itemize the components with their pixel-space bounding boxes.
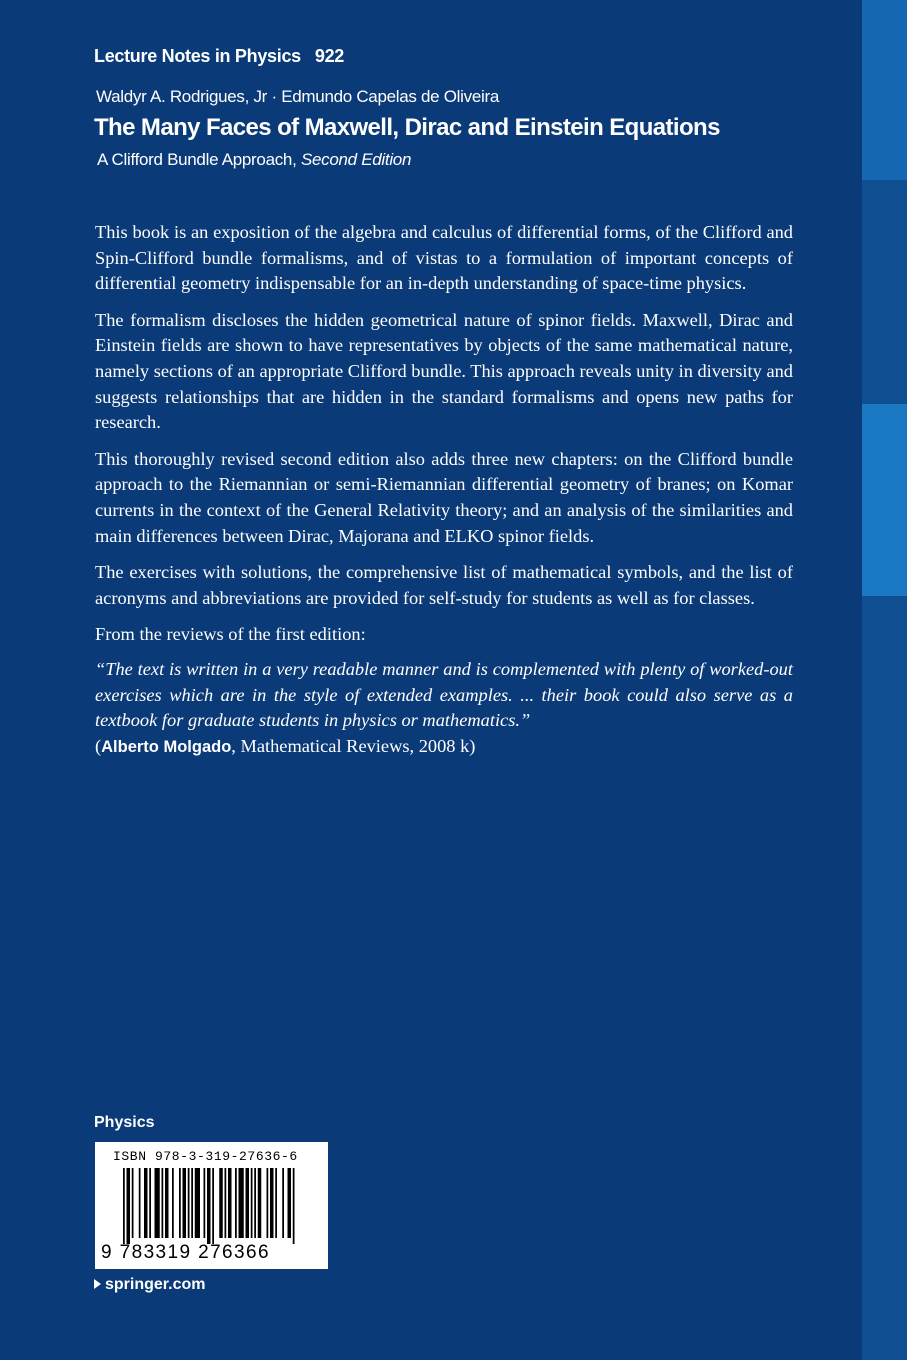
barcode-bar (188, 1168, 190, 1238)
barcode-bar (183, 1168, 187, 1238)
book-subtitle (97, 150, 411, 170)
barcode-bar (293, 1168, 295, 1244)
reviewer-name: Alberto Molgado (101, 737, 232, 756)
barcode-bar (228, 1168, 232, 1238)
spine-strip (862, 0, 907, 1360)
isbn-label: ISBN 978-3-319-27636-6 (113, 1149, 298, 1164)
barcode-bar (267, 1168, 269, 1238)
barcode-bar (139, 1168, 141, 1238)
publisher-url: springer.com (105, 1276, 206, 1293)
barcode-bar (219, 1168, 223, 1238)
barcode-bar (254, 1168, 256, 1238)
barcode-bar (212, 1168, 214, 1244)
barcode-bar (270, 1168, 274, 1238)
barcode-bar (204, 1168, 206, 1238)
description-paragraph-4: The exercises with solutions, the comprehensive list of mathematical symbols, and the list of acronyms and abbreviations are provided for self-study for students as well as for classes. (95, 562, 793, 608)
barcode-bar (258, 1168, 262, 1238)
barcode-bar (127, 1168, 131, 1244)
review-attribution: (Alberto Molgado, Mathematical Reviews, 2008 k) (95, 735, 476, 756)
spine-accent-top (862, 0, 907, 180)
barcode-digits: 9 783319 276366 (101, 1242, 270, 1263)
barcode-bar (162, 1168, 164, 1238)
barcode-bar (225, 1168, 227, 1238)
series-title (94, 46, 344, 67)
barcode-bar (207, 1168, 211, 1244)
authors: Waldyr A. Rodrigues, Jr · Edmundo Capelas de Oliveira (96, 87, 499, 106)
book-title: The Many Faces of Maxwell, Dirac and Einstein Equations (94, 114, 720, 141)
subtitle-main: A Clifford Bundle Approach, (97, 150, 297, 169)
description-paragraph-1: This book is an exposition of the algebra and calculus of differential forms, of the Clifford and Spin-Clifford bundle formalisms, and of vistas to a formulation of important concepts of differential geometry indispensable for an in-depth understanding of space-time physics. (95, 222, 793, 294)
barcode-bar (132, 1168, 134, 1238)
barcode-bar (191, 1168, 193, 1238)
description-paragraph-3: This thoroughly revised second edition also adds three new chapters: on the Clifford bundle approach to the Riemannian or semi-Riemannian differential geometry of branes; on Komar currents in the context of the General Relativity theory; and an analysis of the similarities and main differences between Dirac, Majorana and ELKO spinor fields. (95, 448, 793, 546)
barcode-bar (235, 1168, 237, 1238)
subject-category: Physics (94, 1114, 155, 1131)
arrow-right-icon (94, 1279, 101, 1289)
barcode-bar (195, 1168, 200, 1238)
description (95, 220, 793, 771)
subtitle-edition: Second Edition (300, 150, 412, 169)
publisher-link[interactable] (94, 1276, 205, 1294)
barcode-bars (109, 1168, 313, 1244)
barcode-bar (144, 1168, 148, 1238)
review-quote: “The text is written in a very readable manner and is complemented with plenty of worked-out exercises which are in the style of extended examples. ... their book could also serve as a textbook for graduate students in physics or mathematics.” (95, 658, 793, 731)
barcode-bar (282, 1168, 284, 1238)
spine-accent-middle (862, 404, 907, 596)
barcode-bar (239, 1168, 244, 1238)
barcode-bar (288, 1168, 292, 1238)
reviews-heading: From the reviews of the first edition: (95, 624, 366, 645)
barcode-bar (246, 1168, 250, 1238)
description-paragraph-2: The formalism discloses the hidden geometrical nature of spinor fields. Maxwell, Dirac and Einstein fields are shown to have representatives by objects of the same mathematical nature, namely sections of an appropriate Clifford bundle. This approach reveals unity in diversity and suggests relationships that are hidden in the standard formalisms and opens new paths for research. (95, 309, 793, 433)
series-volume: 922 (314, 46, 345, 66)
isbn-barcode (95, 1142, 328, 1269)
barcode-bar (172, 1168, 174, 1238)
barcode-bar (275, 1168, 277, 1238)
series-name: Lecture Notes in Physics (94, 46, 301, 66)
review-source: , Mathematical Reviews, 2008 k) (231, 735, 476, 756)
barcode-bar (179, 1168, 181, 1238)
barcode-bar (155, 1168, 160, 1238)
barcode-bar (123, 1168, 125, 1244)
barcode-bar (149, 1168, 151, 1238)
barcode-bar (251, 1168, 253, 1238)
barcode-bar (165, 1168, 169, 1238)
